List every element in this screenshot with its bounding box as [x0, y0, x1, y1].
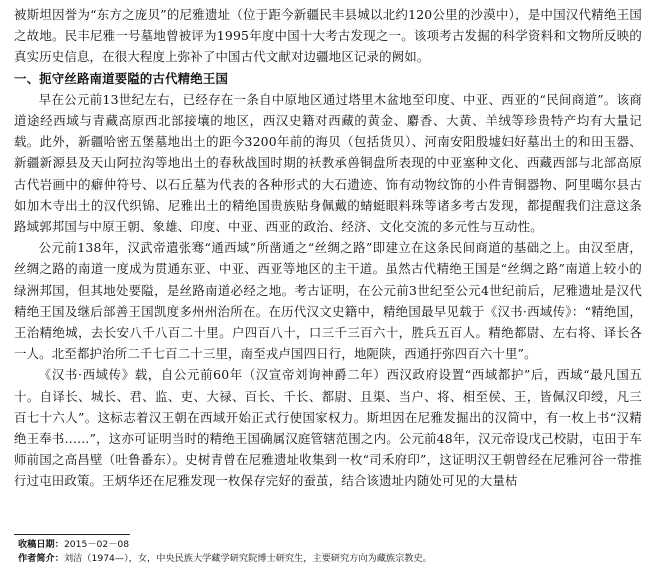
- intro-paragraph: 被斯坦因誉为“东方之庞贝”的尼雅遗址（位于距今新疆民丰县城以北约120公里的沙漠中），是中国汉代精绝王国之故地。民丰尼雅一号墓地曾被评为1995年度中国十大考古发现之一。该项考古发掘的科学资料和文物所反映的真实历史信息，在很大程度上弥补了中国古代文献对边疆地区记录的阙如。: [14, 7, 642, 65]
- author-bio-line: [18, 552, 638, 566]
- section-heading: 一、扼守丝路南道要隘的古代精绝王国: [14, 70, 229, 86]
- body-paragraph-2: 公元前138年，汉武帝遣张骞“通西域”所凿通之“丝绸之路”即建立在这条民间商道的基础之上。由汉至唐，丝绸之路的南道一度成为贯通东亚、中亚、西亚等地区的主干道。虽然古代精绝王国是“丝绸之路”南道上较小的绿洲邦国，但其地处要隘，是丝路南道必经之地。考古证明，在公元前3世纪至公元4世纪前后，尼雅遗址是汉代精绝王国及继后部善王国凯度多州州治所在。在历代汉文史籍中，精绝国最早见载于《汉书·西域传》：“精绝国，王治精绝城，去长安八千八百二十里。户四百八十，口三千三百六十，胜兵五百人。精绝都尉、左右将、译长各一人。北至都护治所二千七百二十三里，南至戎卢国四日行，地阨陕，西通扜弥四百六十里”。: [14, 240, 642, 362]
- author-bio-value: 刘洁（1974—），女，中央民族大学藏学研究院博士研究生，主要研究方向为藏族宗教史。: [63, 553, 432, 564]
- footnote-divider: [14, 534, 130, 535]
- received-date-label: 收稿日期：: [18, 539, 64, 550]
- article-page: [14, 4, 642, 492]
- received-date-line: [18, 538, 638, 552]
- body-paragraph-1: 早在公元前13世纪左右，已经存在一条自中原地区通过塔里木盆地至印度、中亚、西亚的“民间商道”。该商道途经西域与青藏高原西北部接壤的地区，西汉史籍对西藏的黄金、麝香、大黄、羊绒等珍贵特产均有大量记载。此外，新疆哈密五堡墓地出土的距今3200年前的海贝（包括货贝）、河南安阳殷墟妇好墓出土的和田玉器、新疆新源县及天山阿拉沟等地出土的春秋战国时期的袄教承兽铜盘所表现的中亚塞种文化、西藏西部与北部高原古代岩画中的癖仲符号、以石丘墓为代表的各种形式的大石遗迹、饰有动物纹饰的小件青铜器物、阿里噶尔县古如加木寺出土的汉代织锦、尼雅出土的精绝国贵族贴身佩戴的蜻蜓眼料珠等诸多考古发现，都提醒我们注意这条路域郭邦国与中原王朝、象雄、印度、中亚、西亚的政治、经济、文化交流的多元性与互动性。: [14, 91, 642, 235]
- body-paragraph-3: 《汉书·西域传》载，自公元前60年（汉宣帝刘询神爵二年）西汉政府设置“西域都护”后，西域“最凡国五十。自译长、城长、君、监、吏、大禄、百长、千长、都尉、且渠、当户、将、相至侯、王，皆佩汉印绶，凡三百七十六人”。这标志着汉王朝在西域开始正式行使国家权力。斯坦因在尼雅发掘出的汉简中，有一枚上书“汉精绝王奉书……”，这亦可证明当时的精绝王国确属汉庭管辖范围之内。公元前48年，汉元帝设戊己校尉，屯田于车师前国之高昌壁（吐鲁番东）。史树青曾在尼雅遗址收集到一枚“司禾府印”，这证明汉王朝曾经在尼雅河谷一带推行过屯田政策。王炳华还在尼雅发现一枚保存完好的蚕茧，结合该遗址内随处可见的大量枯: [14, 367, 642, 489]
- footnotes: [18, 538, 638, 566]
- author-bio-label: 作者简介：: [18, 553, 64, 564]
- received-date-value: 2015－02－08: [63, 539, 130, 550]
